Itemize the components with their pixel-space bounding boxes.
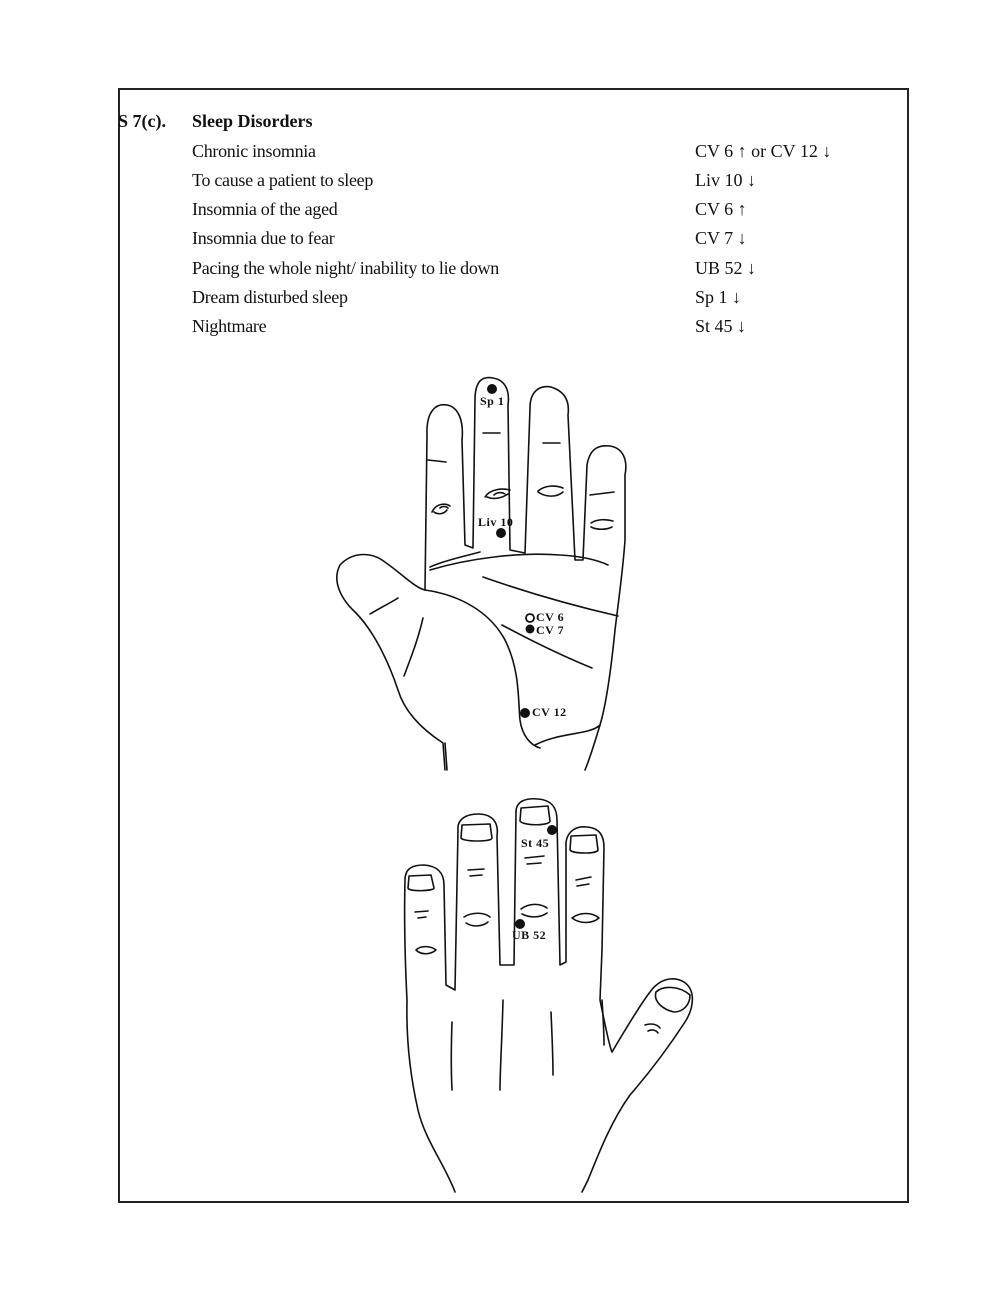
point-label-ub52: UB 52 — [512, 928, 547, 942]
section-title: Sleep Disorders — [192, 111, 313, 131]
points-text: CV 6 ↑ — [695, 199, 747, 219]
points-text: Sp 1 ↓ — [695, 287, 742, 307]
points-text: Liv 10 ↓ — [695, 170, 756, 190]
points-text: CV 6 ↑ or CV 12 ↓ — [695, 141, 832, 161]
condition-text: Chronic insomnia — [192, 141, 316, 161]
point-marker-liv10 — [496, 528, 506, 538]
condition-text: Pacing the whole night/ inability to lie down — [192, 258, 499, 278]
condition-text: Insomnia of the aged — [192, 199, 338, 219]
point-marker-sp1 — [487, 384, 497, 394]
condition-text: Insomnia due to fear — [192, 228, 335, 248]
point-label-sp1: Sp 1 — [480, 394, 505, 408]
section-number: S 7(c). — [118, 111, 166, 131]
point-label-cv7: CV 7 — [536, 623, 565, 637]
points-text: CV 7 ↓ — [695, 228, 747, 248]
point-marker-cv6 — [526, 614, 534, 622]
point-marker-cv7 — [526, 625, 535, 634]
points-text: St 45 ↓ — [695, 316, 747, 336]
point-label-st45: St 45 — [521, 836, 550, 850]
back-hand-illustration — [405, 799, 693, 1192]
condition-text: Dream disturbed sleep — [192, 287, 348, 307]
point-label-cv12: CV 12 — [532, 705, 567, 719]
point-label-cv6: CV 6 — [536, 610, 565, 624]
point-marker-st45 — [547, 825, 557, 835]
point-label-liv10: Liv 10 — [478, 515, 514, 529]
point-marker-cv12 — [520, 708, 530, 718]
points-text: UB 52 ↓ — [695, 258, 757, 278]
palm-illustration — [337, 378, 626, 770]
condition-text: To cause a patient to sleep — [192, 170, 374, 190]
condition-text: Nightmare — [192, 316, 267, 336]
